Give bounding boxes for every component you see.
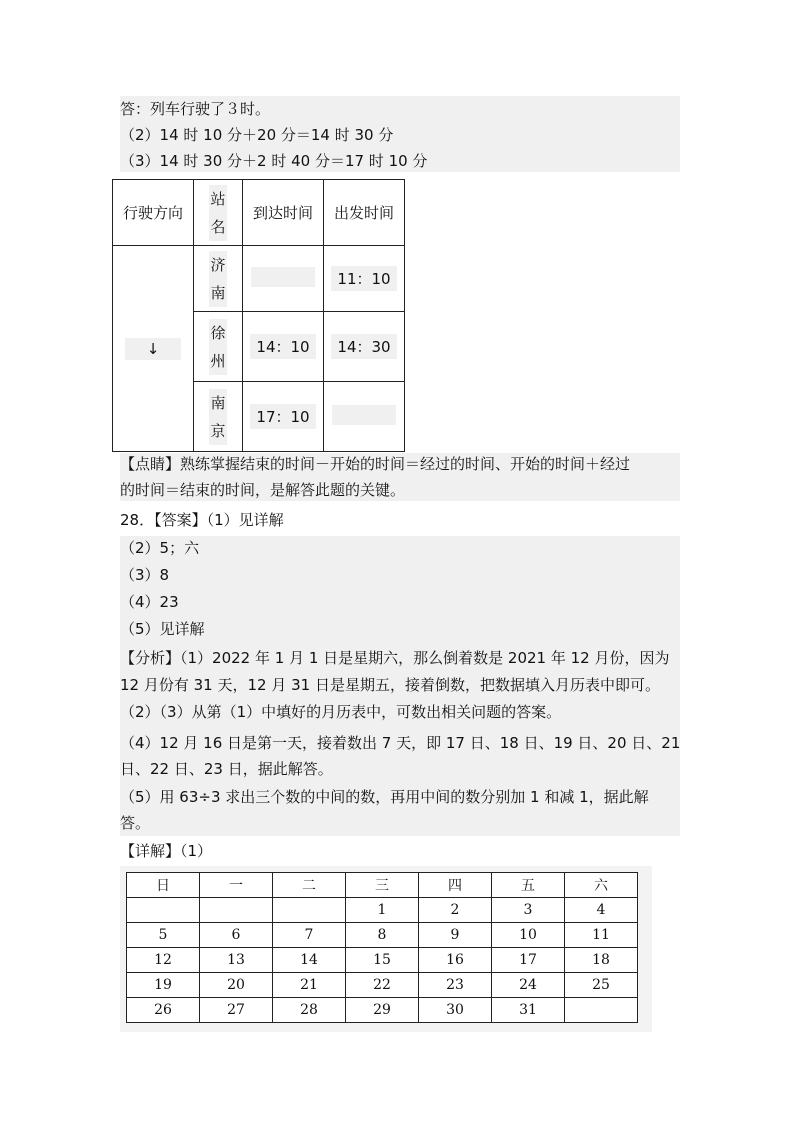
step-3-line: （3）14 时 30 分＋2 时 40 分＝17 时 10 分 [120, 152, 428, 170]
day-cell: 18 [565, 948, 638, 973]
calendar-week-row [127, 898, 638, 923]
day-cell: 1 [346, 898, 419, 923]
station-name [209, 251, 227, 307]
detail-heading: 【详解】（1） [120, 842, 213, 860]
weekday-thu: 四 [419, 873, 492, 898]
calendar-week-row [127, 923, 638, 948]
header-arrive: 到达时间 [243, 180, 324, 246]
weekday-sun: 日 [127, 873, 200, 898]
day-cell: 2 [419, 898, 492, 923]
calendar-week-row [127, 998, 638, 1023]
month-calendar [126, 872, 638, 1023]
station-char: 徐 [210, 323, 226, 342]
q28-header: 28．【答案】（1）见详解 [120, 511, 284, 529]
day-cell: 12 [127, 948, 200, 973]
weekday-tue: 二 [273, 873, 346, 898]
day-cell: 25 [565, 973, 638, 998]
answer-line: 答：列车行驶了３时。 [120, 100, 271, 118]
station-cell [194, 382, 243, 452]
q28-answer: （3）8 [120, 566, 170, 584]
station-char: 南 [210, 283, 226, 302]
analysis-line: 日、22 日、23 日，据此解答。 [120, 760, 333, 778]
analysis-line: 12 月份有 31 天，12 月 31 日是星期五，接着倒数，把数据填入月历表中即可。 [120, 676, 660, 694]
analysis-line: 答。 [120, 814, 151, 832]
day-cell [200, 898, 273, 923]
day-cell: 28 [273, 998, 346, 1023]
day-cell: 24 [492, 973, 565, 998]
day-cell: 10 [492, 923, 565, 948]
header-station [194, 180, 243, 246]
day-cell: 27 [200, 998, 273, 1023]
station-cell [194, 246, 243, 312]
weekday-fri: 五 [492, 873, 565, 898]
station-name [209, 389, 227, 445]
station-cell [194, 312, 243, 382]
header-station-label: 站名 [209, 185, 227, 241]
calendar-header-row [127, 873, 638, 898]
train-timetable [112, 179, 405, 452]
day-cell: 3 [492, 898, 565, 923]
arrive-cell [243, 246, 324, 312]
weekday-wed: 三 [346, 873, 419, 898]
q28-answer: （2）5；六 [120, 539, 200, 557]
arrive-cell [243, 312, 324, 382]
dianjing-line: 的时间＝结束的时间，是解答此题的关键。 [120, 481, 406, 499]
analysis-line: （2）（3）从第（1）中填好的月历表中，可数出相关问题的答案。 [120, 703, 562, 721]
day-cell: 15 [346, 948, 419, 973]
arrive-time: 14：10 [250, 334, 315, 359]
day-cell: 20 [200, 973, 273, 998]
analysis-line: 【分析】（1）2022 年 1 月 1 日是星期六，那么倒着数是 2021 年 12 月份，因为 [120, 649, 670, 667]
depart-time: 14：30 [331, 334, 396, 359]
day-cell: 11 [565, 923, 638, 948]
station-name [209, 319, 227, 375]
down-arrow-icon: ↓ [125, 338, 182, 360]
dianjing-line: 【点睛】熟练掌握结束的时间－开始的时间＝经过的时间、开始的时间＋经过 [120, 455, 631, 473]
q28-answer: （5）见详解 [120, 620, 205, 638]
day-cell: 29 [346, 998, 419, 1023]
direction-cell [113, 246, 194, 452]
calendar-week-row [127, 973, 638, 998]
weekday-mon: 一 [200, 873, 273, 898]
day-cell: 22 [346, 973, 419, 998]
depart-cell [324, 246, 405, 312]
day-cell: 31 [492, 998, 565, 1023]
day-cell: 8 [346, 923, 419, 948]
day-cell: 7 [273, 923, 346, 948]
station-char: 京 [210, 421, 226, 440]
analysis-line: （4）12 月 16 日是第一天，接着数出 7 天，即 17 日、18 日、19 日、20 日、21 [120, 734, 681, 752]
calendar-week-row [127, 948, 638, 973]
depart-cell [324, 312, 405, 382]
arrive-time: 17：10 [250, 404, 315, 429]
depart-time: 11：10 [331, 266, 396, 291]
station-char: 南 [210, 393, 226, 412]
day-cell [273, 898, 346, 923]
day-cell: 14 [273, 948, 346, 973]
arrive-cell [243, 382, 324, 452]
q28-answer: （4）23 [120, 593, 179, 611]
station-char: 济 [210, 255, 226, 274]
day-cell: 26 [127, 998, 200, 1023]
step-2-line: （2）14 时 10 分＋20 分＝14 时 30 分 [120, 126, 394, 144]
depart-cell [324, 382, 405, 452]
header-direction: 行驶方向 [113, 180, 194, 246]
analysis-line: （5）用 63÷3 求出三个数的中间的数，再用中间的数分别加 1 和减 1，据此解 [120, 788, 649, 806]
day-cell [127, 898, 200, 923]
day-cell: 16 [419, 948, 492, 973]
day-cell: 30 [419, 998, 492, 1023]
day-cell: 13 [200, 948, 273, 973]
day-cell: 21 [273, 973, 346, 998]
weekday-sat: 六 [565, 873, 638, 898]
day-cell: 9 [419, 923, 492, 948]
day-cell: 4 [565, 898, 638, 923]
header-depart: 出发时间 [324, 180, 405, 246]
depart-time [332, 405, 396, 425]
day-cell: 5 [127, 923, 200, 948]
day-cell [565, 998, 638, 1023]
day-cell: 6 [200, 923, 273, 948]
station-char: 州 [210, 351, 226, 370]
day-cell: 17 [492, 948, 565, 973]
arrive-time [251, 267, 315, 287]
day-cell: 23 [419, 973, 492, 998]
day-cell: 19 [127, 973, 200, 998]
